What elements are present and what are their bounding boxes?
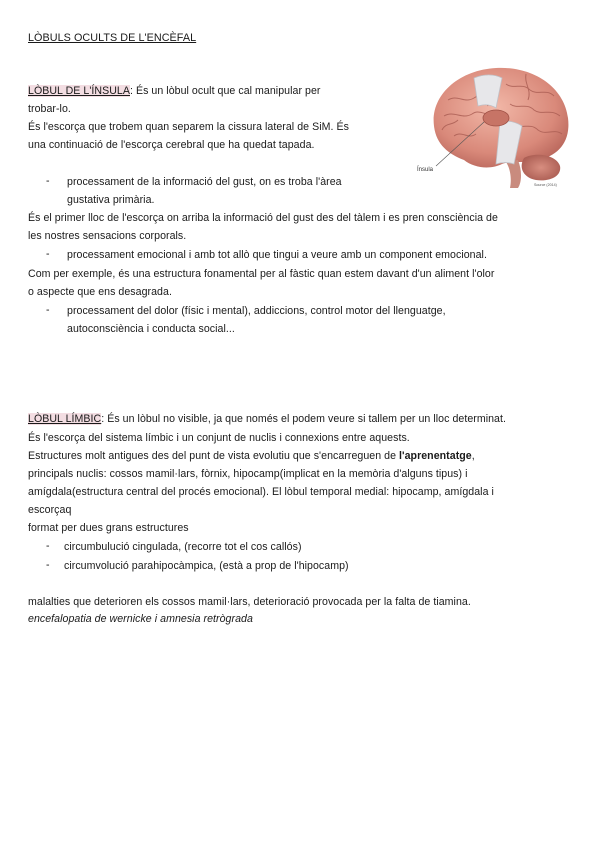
limbic-italic-note: encefalopatia de wernicke i amnesia retrògrada (28, 613, 253, 625)
page-title: LÒBULS OCULTS DE L'ENCÈFAL (28, 32, 197, 44)
insula-intro-line-2: trobar-lo. (28, 103, 71, 115)
limbic-intro-line-1 (28, 412, 506, 426)
bullet-marker: - (46, 559, 50, 571)
limbic-text-1: : És un lòbul no visible, ja que només el podem veure si tallem per un lloc determinat. (101, 413, 506, 425)
bullet-marker: - (46, 540, 50, 552)
bullet-marker: - (46, 175, 50, 187)
insula-bullet-1-line-1: processament de la informació del gust, on es troba l'àrea (67, 176, 342, 188)
bullet-marker: - (46, 304, 50, 316)
bullet-marker: - (46, 248, 50, 260)
insula-intro-line-3: És l'escorça que trobem quan separem la cissura lateral de SiM. És (28, 121, 349, 133)
limbic-text-line-8: malalties que deterioren els cossos mamil·lars, deterioració provocada per la falta de tiamina. (28, 596, 471, 608)
limbic-text-line-9 (28, 612, 253, 626)
insula-text-line-6: les nostres sensacions corporals. (28, 230, 187, 242)
limbic-bullet-1: circumbulució cingulada, (recorre tot el cos callós) (64, 541, 302, 553)
insula-text-line-7: Com per exemple, és una estructura fonamental per al fàstic quan estem davant d'un aliment l'olor (28, 268, 495, 280)
insula-text-line-8: o aspecte que ens desagrada. (28, 286, 172, 298)
insula-bullet-3-line-2: autoconsciència i conducta social... (67, 323, 235, 335)
brain-insula-illustration (414, 60, 574, 188)
figure-label-insula: Ínsula (417, 167, 434, 173)
limbic-text-3-bold: l'aprenentatge (399, 450, 472, 462)
limbic-text-line-3 (28, 449, 475, 463)
limbic-bullet-2: circumvolució parahipocàmpica, (està a prop de l'hipocamp) (64, 560, 349, 572)
insula-bullet-3-line-1: processament del dolor (físic i mental), addiccions, control motor del llenguatge, (67, 305, 446, 317)
limbic-text-line-6: escorçaq (28, 504, 72, 516)
limbic-text-line-4: principals nuclis: cossos mamil·lars, fòrnix, hipocamp(implicat en la memòria d'alguns tipus) i (28, 468, 468, 480)
insula-text-line-5: És el primer lloc de l'escorça on arriba la informació del gust des del tàlem i es pren consciència de (28, 212, 498, 224)
limbic-text-line-5: amígdala(estructura central del procés emocional). El lòbul temporal medial: hipocamp, amígdala i (28, 486, 494, 498)
limbic-text-line-7: format per dues grans estructures (28, 522, 189, 534)
figure-credit: Source (2014) (534, 183, 557, 187)
insula-text-1: : És un lòbul ocult que cal manipular per (129, 85, 321, 97)
limbic-text-3a: Estructures molt antigues des del punt de vista evolutiu que s'encarreguen de (28, 450, 400, 462)
insula-bullet-2: processament emocional i amb tot allò que tingui a veure amb un component emocional. (67, 249, 487, 261)
insula-bullet-1-line-2: gustativa primària. (67, 194, 155, 206)
insula-intro-line-4: una continuació de l'escorça cerebral que ha quedat tapada. (28, 139, 315, 151)
insula-heading: LÒBUL DE L'ÍNSULA (28, 85, 130, 97)
limbic-heading: LÒBUL LÍMBIC (28, 413, 102, 425)
insula-intro-line-1 (28, 84, 320, 98)
limbic-text-3c: , (471, 450, 475, 462)
limbic-text-line-2: És l'escorça del sistema límbic i un conjunt de nuclis i connexions entre aquests. (28, 432, 410, 444)
